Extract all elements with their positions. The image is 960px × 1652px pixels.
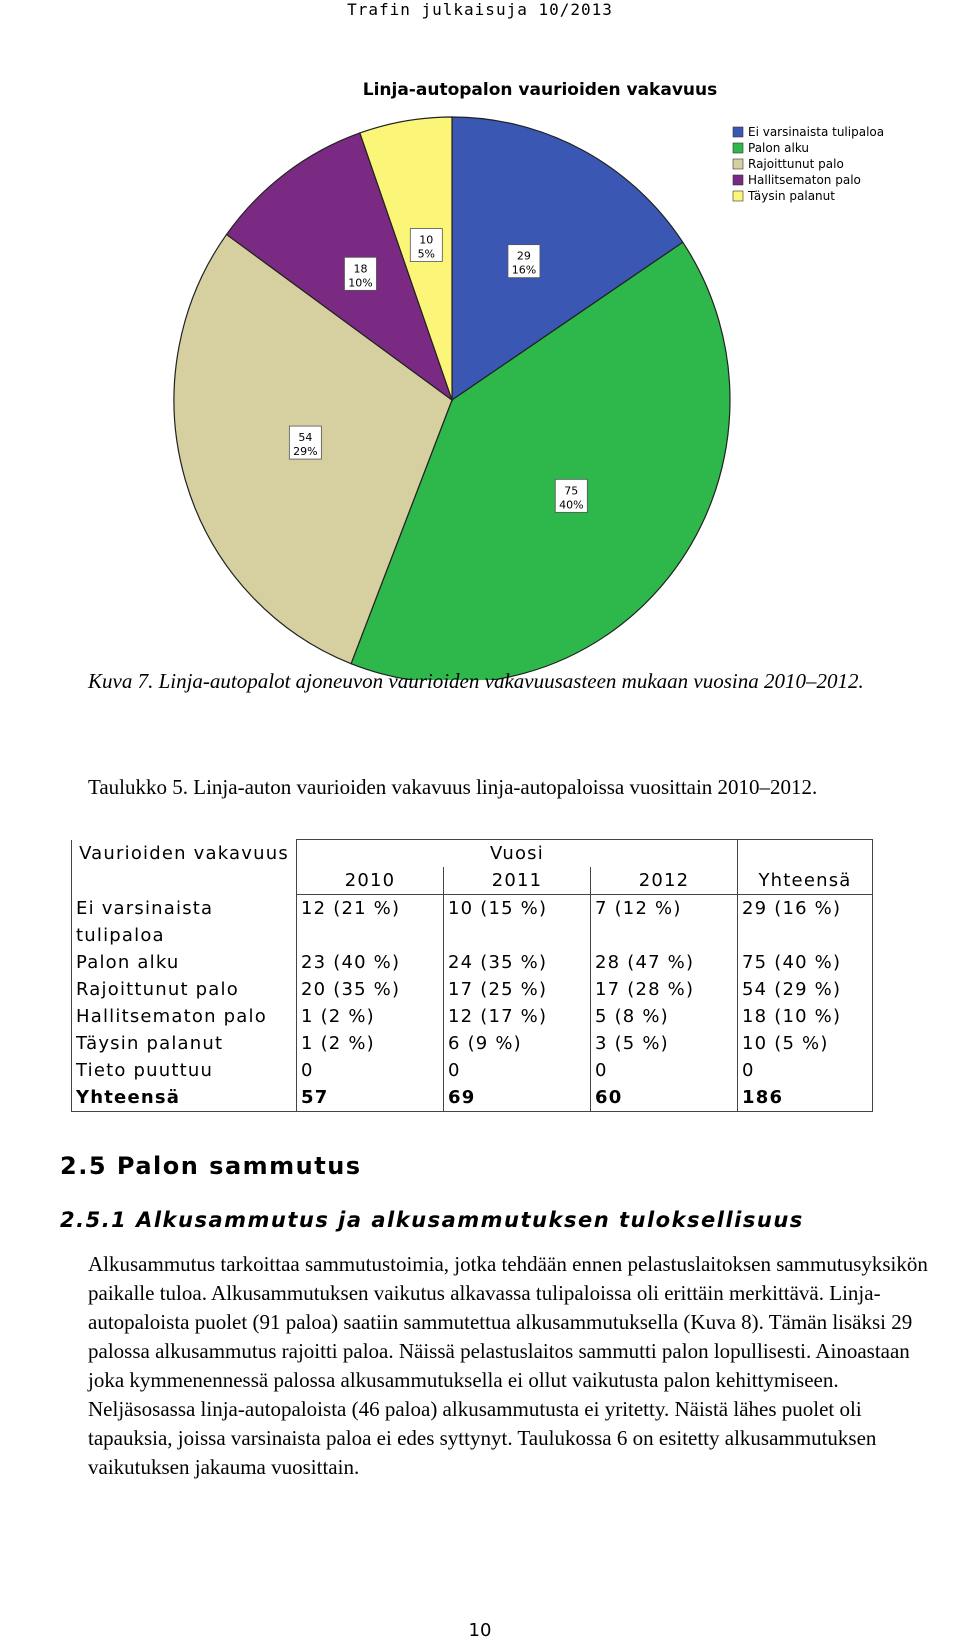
section-heading: 2.5 Palon sammutus	[60, 1152, 362, 1180]
severity-table	[71, 839, 873, 1112]
table-total-cell: 57	[297, 1084, 444, 1112]
legend-swatch	[733, 127, 743, 137]
table-body	[72, 895, 873, 1112]
table-cell: 0	[444, 1057, 591, 1084]
table-row	[72, 1030, 873, 1057]
table-cell: 17 (28 %)	[591, 976, 738, 1003]
legend-swatch	[733, 175, 743, 185]
table-total-cell: 186	[738, 1084, 873, 1112]
table-header-year-2011: 2011	[444, 867, 591, 895]
table-cell: 12 (17 %)	[444, 1003, 591, 1030]
table-row-label: Ei varsinaista tulipaloa	[72, 895, 297, 949]
slice-percent-label: 29%	[293, 445, 318, 459]
figure-caption: Kuva 7. Linja-autopalot ajoneuvon vaurioiden vakavuusasteen mukaan vuosina 2010–2012.	[88, 669, 864, 693]
table-row	[72, 1003, 873, 1030]
table-row-label: Palon alku	[72, 949, 297, 976]
table-row	[72, 949, 873, 976]
legend-label: Rajoittunut palo	[748, 157, 844, 171]
table-cell: 0	[738, 1057, 873, 1084]
legend-label: Täysin palanut	[748, 189, 835, 203]
table-cell: 7 (12 %)	[591, 895, 738, 949]
table-cell: 1 (2 %)	[297, 1003, 444, 1030]
page-header: Trafin julkaisuja 10/2013	[347, 0, 613, 19]
slice-percent-label: 5%	[417, 247, 436, 261]
body-paragraph: Alkusammutus tarkoittaa sammutustoimia, jotka tehdään ennen pelastuslaitoksen sammutusyksikön paikalle tuloa. Alkusammutuksen vaikutus alkavassa tulipaloissa oli erittäin merkittävä. Linja-autopaloista puolet (91 paloa) saatiin sammutettua alkusammutuksella (Kuva 8). Tämän lisäksi 29 palossa alkusammutus rajoitti paloa. Näissä pelastuslaitos sammutti palon lopullisesti. Ainoastaan joka kymmenennessä palossa alkusammutuksella ei ollut vaikutusta palon kehittymiseen. Neljäsosassa linja-autopaloista (46 paloa) alkusammutusta ei yritetty. Näistä lähes puolet oli tapauksia, joissa varsinaista paloa ei edes syttynyt. Taulukossa 6 on esitetty alkusammutuksen vaikutuksen jakauma vuosittain.	[88, 1252, 928, 1479]
slice-percent-label: 16%	[511, 263, 537, 277]
table-total-row	[72, 1084, 873, 1112]
table-total-cell: 69	[444, 1084, 591, 1112]
table-cell: 5 (8 %)	[591, 1003, 738, 1030]
slice-value-label: 18	[353, 262, 368, 276]
table-cell: 0	[297, 1057, 444, 1084]
legend-swatch	[733, 191, 743, 201]
subsection-heading: 2.5.1 Alkusammutus ja alkusammutuksen tuloksellisuus	[60, 1208, 804, 1232]
table-cell: 0	[591, 1057, 738, 1084]
table-cell: 3 (5 %)	[591, 1030, 738, 1057]
table-total-cell: 60	[591, 1084, 738, 1112]
chart-title: Linja-autopalon vaurioiden vakavuus	[362, 80, 718, 100]
table-cell: 20 (35 %)	[297, 976, 444, 1003]
slice-value-label: 29	[516, 249, 531, 263]
table-row-label: Rajoittunut palo	[72, 976, 297, 1003]
pie-slices	[174, 117, 730, 680]
table-cell: 28 (47 %)	[591, 949, 738, 976]
table-cell: 12 (21 %)	[297, 895, 444, 949]
table-cell: 23 (40 %)	[297, 949, 444, 976]
table-header-total-top	[738, 840, 873, 868]
legend-label: Palon alku	[748, 141, 810, 155]
slice-percent-label: 10%	[348, 276, 373, 290]
legend-swatch	[733, 143, 743, 153]
slice-value-label: 54	[298, 431, 313, 445]
slice-value-label: 75	[564, 484, 579, 498]
table-row	[72, 1057, 873, 1084]
table-row-label: Täysin palanut	[72, 1030, 297, 1057]
table-caption: Taulukko 5. Linja-auton vaurioiden vakavuus linja-autopaloissa vuosittain 2010–2012.	[88, 775, 818, 799]
table-cell: 29 (16 %)	[738, 895, 873, 949]
chart-legend	[733, 125, 884, 203]
pie-chart	[0, 60, 960, 680]
legend-label: Ei varsinaista tulipaloa	[748, 125, 885, 139]
table-row	[72, 976, 873, 1003]
table-total-label: Yhteensä	[72, 1084, 297, 1112]
table-cell: 24 (35 %)	[444, 949, 591, 976]
table-cell: 17 (25 %)	[444, 976, 591, 1003]
table-row-label: Tieto puuttuu	[72, 1057, 297, 1084]
page-number: 10	[468, 1620, 492, 1641]
table-cell: 54 (29 %)	[738, 976, 873, 1003]
table-cell: 10 (15 %)	[444, 895, 591, 949]
table-header-left: Vaurioiden vakavuus	[72, 840, 297, 895]
table-row	[72, 895, 873, 949]
legend-swatch	[733, 159, 743, 169]
table-cell: 75 (40 %)	[738, 949, 873, 976]
table-header-year: Vuosi	[297, 840, 738, 868]
table-header-total: Yhteensä	[738, 867, 873, 895]
slice-value-label: 10	[419, 233, 434, 247]
table-cell: 6 (9 %)	[444, 1030, 591, 1057]
table-row-label: Hallitsematon palo	[72, 1003, 297, 1030]
table-cell: 1 (2 %)	[297, 1030, 444, 1057]
table-cell: 18 (10 %)	[738, 1003, 873, 1030]
table-header-year-2012: 2012	[591, 867, 738, 895]
slice-percent-label: 40%	[559, 498, 584, 512]
legend-label: Hallitsematon palo	[748, 173, 861, 187]
table-cell: 10 (5 %)	[738, 1030, 873, 1057]
table-header-year-2010: 2010	[297, 867, 444, 895]
